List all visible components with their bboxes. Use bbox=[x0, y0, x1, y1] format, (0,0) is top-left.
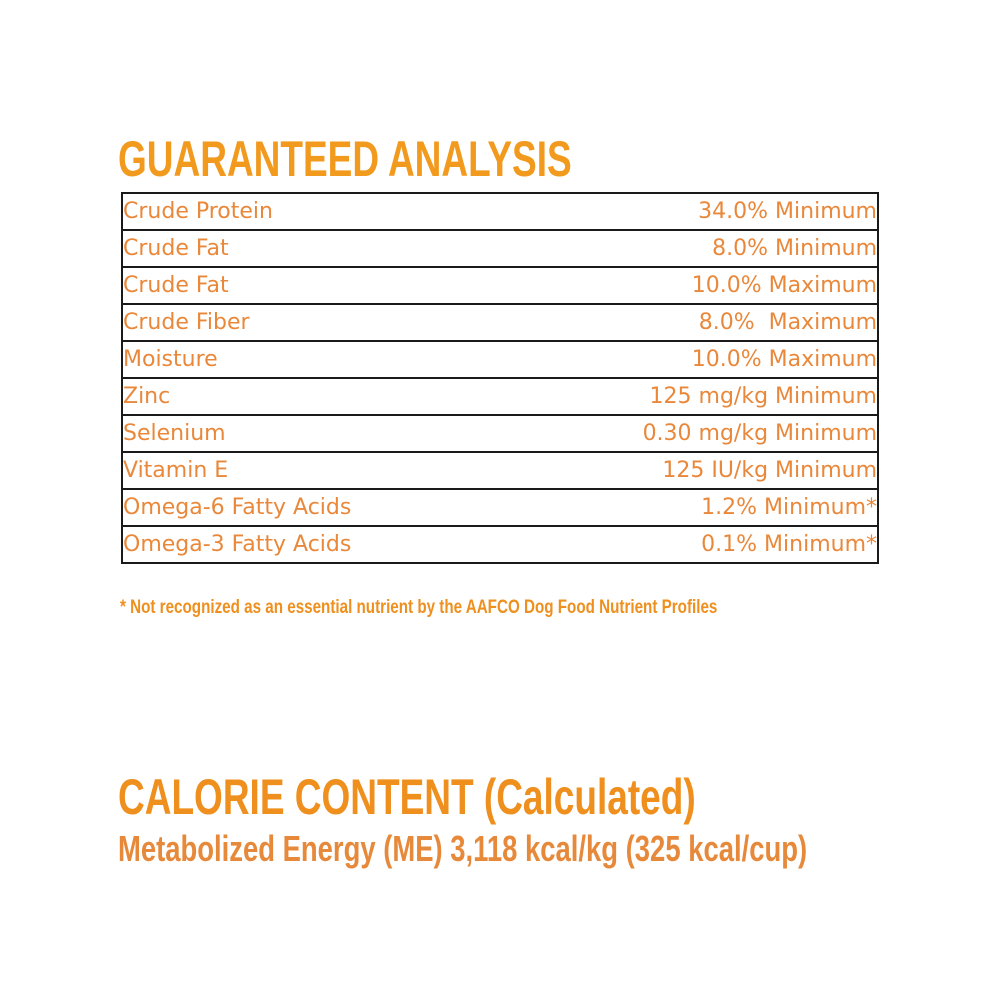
nutrient-name: Crude Fat bbox=[122, 230, 543, 267]
nutrient-value: 8.0% Minimum bbox=[543, 230, 878, 267]
calorie-content-title: CALORIE CONTENT (Calculated) bbox=[118, 769, 696, 825]
nutrient-value: 1.2% Minimum* bbox=[543, 489, 878, 526]
nutrient-value: 125 IU/kg Minimum bbox=[543, 452, 878, 489]
table-row bbox=[122, 304, 878, 341]
nutrient-name: Omega-3 Fatty Acids bbox=[122, 526, 543, 563]
table-row bbox=[122, 526, 878, 563]
table-row bbox=[122, 378, 878, 415]
nutrient-value: 125 mg/kg Minimum bbox=[543, 378, 878, 415]
nutrient-name: Vitamin E bbox=[122, 452, 543, 489]
nutrient-value: 34.0% Minimum bbox=[698, 199, 877, 224]
table-row bbox=[122, 489, 878, 526]
nutrient-value: 8.0% Maximum bbox=[543, 304, 878, 341]
nutrient-value: 10.0% Maximum bbox=[543, 267, 878, 304]
nutrient-name: Selenium bbox=[122, 415, 543, 452]
guaranteed-analysis-table bbox=[121, 192, 879, 564]
nutrient-name: Crude Protein bbox=[123, 199, 273, 224]
nutrient-name: Crude Fiber bbox=[122, 304, 543, 341]
table-row bbox=[122, 193, 878, 230]
table-row bbox=[122, 415, 878, 452]
nutrient-name: Zinc bbox=[122, 378, 543, 415]
nutrient-name: Moisture bbox=[122, 341, 543, 378]
table-row bbox=[122, 267, 878, 304]
guaranteed-analysis-title: GUARANTEED ANALYSIS bbox=[118, 131, 572, 187]
nutrient-value: 10.0% Maximum bbox=[543, 341, 878, 378]
nutrient-value: 0.1% Minimum* bbox=[543, 526, 878, 563]
nutrient-value: 0.30 mg/kg Minimum bbox=[543, 415, 878, 452]
nutrient-name: Crude Fat bbox=[122, 267, 543, 304]
nutrient-name: Omega-6 Fatty Acids bbox=[122, 489, 543, 526]
footnote: * Not recognized as an essential nutrient by the AAFCO Dog Food Nutrient Profiles bbox=[120, 597, 718, 618]
table-row bbox=[122, 230, 878, 267]
table-row bbox=[122, 452, 878, 489]
metabolized-energy-text: Metabolized Energy (ME) 3,118 kcal/kg (325 kcal/cup) bbox=[118, 828, 808, 869]
table-row bbox=[122, 341, 878, 378]
